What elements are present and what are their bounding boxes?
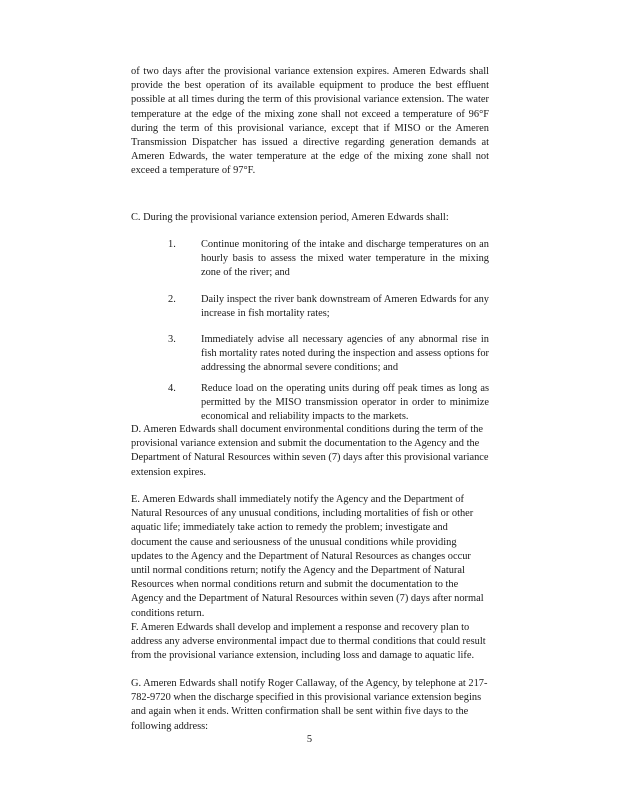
paragraph-c: C. During the provisional variance extension period, Ameren Edwards shall:: [131, 212, 449, 223]
paragraph-g: G. Ameren Edwards shall notify Roger Callaway, of the Agency, by telephone at 217-782-9720 when the discharge specified in this provisional variance extension begins and again when it ends. Written confirmation shall be sent within five days to the following address:: [131, 678, 488, 732]
paragraph-e: E. Ameren Edwards shall immediately notify the Agency and the Department of Natural Resources of any unusual conditions, including mortalities of fish or other aquatic life; immediately take action to remedy the problem; investigate and document the cause and seriousness of the unusual conditions while providing updates to the Agency and the Department of Natural Resources as changes occur until normal conditions return; notify the Agency and the Department of Natural Resources when normal conditions return and submit the documentation to the Agency and the Department of Natural Resources within seven (7) days after normal conditions return.: [131, 494, 484, 619]
list-number: 2.: [168, 294, 176, 305]
list-number: 3.: [168, 334, 176, 345]
list-number: 4.: [168, 383, 176, 394]
list-text: Reduce load on the operating units during off peak times as long as permitted by the MISO transmission operator in order to minimize economical and reliability impacts to the markets.: [201, 383, 489, 423]
list-text: Continue monitoring of the intake and discharge temperatures on an hourly basis to assess the mixed water temperature in the mixing zone of the river; and: [201, 239, 489, 279]
list-number: 1.: [168, 239, 176, 250]
paragraph-d: D. Ameren Edwards shall document environmental conditions during the term of the provisional variance extension and submit the documentation to the Agency and the Department of Natural Resources within seven (7) days after this provisional variance extension expires.: [131, 424, 489, 478]
page-number: 5: [306, 734, 313, 745]
list-text: Daily inspect the river bank downstream of Ameren Edwards for any increase in fish mortality rates;: [201, 294, 489, 320]
paragraph-f: F. Ameren Edwards shall develop and implement a response and recovery plan to address any adverse environmental impact due to thermal conditions that could result from the provisional variance extension, including loss and damage to aquatic life.: [131, 622, 486, 662]
list-text: Immediately advise all necessary agencies of any abnormal rise in fish mortality rates noted during the inspection and assess options for addressing the abnormal severe conditions; and: [201, 334, 490, 374]
paragraph-intro: of two days after the provisional variance extension expires. Ameren Edwards shall provide the best operation of its available equipment to produce the best effluent possible at all times during the term of this provisional variance extension. The water temperature at the edge of the mixing zone shall not exceed a temperature of 96°F during the term of this provisional variance, except that if MISO or the Ameren Transmission Dispatcher has issued a directive regarding generation demands at Ameren Edwards, the water temperature at the edge of the mixing zone shall not exceed a temperature of 97°F.: [131, 66, 489, 177]
